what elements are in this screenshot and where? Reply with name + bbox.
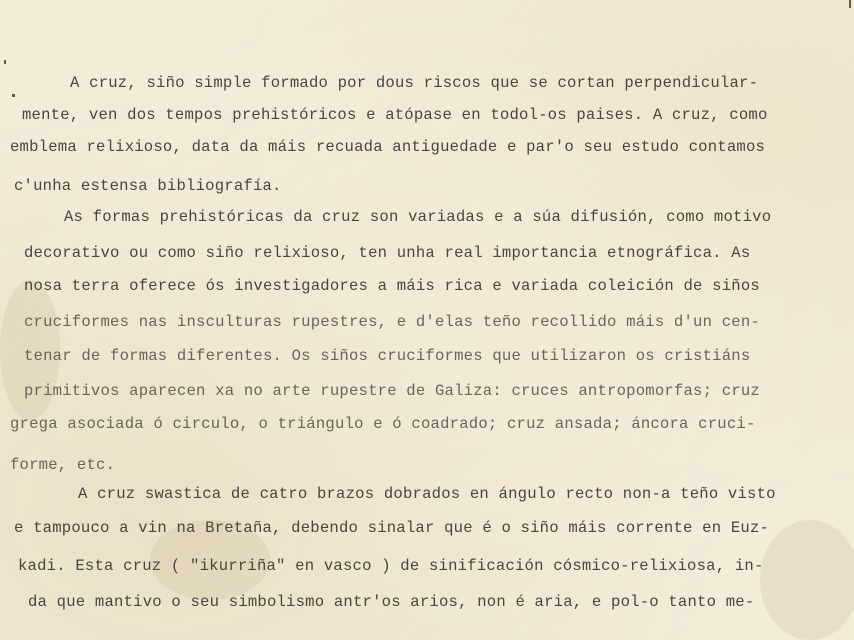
ink-speck: [849, 0, 851, 8]
text-line: A cruz, siño simple formado por dous riscos que se cortan perpendicular-: [70, 74, 759, 92]
ink-speck: [12, 94, 15, 97]
text-line: primitivos aparecen xa no arte rupestre de Galiza: cruces antropomorfas; cruz: [24, 382, 760, 400]
ink-speck: [4, 60, 6, 64]
text-line: e tampouco a vin na Bretaña, debendo sinalar que é o siño máis corrente en Euz-: [14, 519, 770, 537]
text-line: As formas prehistóricas da cruz son variadas e a súa difusión, como motivo: [64, 208, 772, 226]
text-line: da que mantivo o seu simbolismo antr'os arios, non é aria, e pol-o tanto me-: [28, 593, 755, 611]
text-line: mente, ven dos tempos prehistóricos e atópase en todol-os paises. A cruz, como: [22, 106, 768, 124]
paper-stain: [760, 520, 854, 640]
text-line: cruciformes nas insculturas rupestres, e d'elas teño recollido máis d'un cen-: [24, 313, 760, 331]
text-line: forme, etc.: [10, 456, 116, 474]
text-line: kadi. Esta cruz ( "ikurriña" en vasco ) de sinificación cósmico-relixiosa, in-: [18, 557, 764, 575]
text-line: c'unha estensa bibliografía.: [14, 177, 282, 195]
text-line: decorativo ou como siño relixioso, ten unha real importancia etnográfica. As: [24, 244, 751, 262]
text-line: tenar de formas diferentes. Os siños cruciformes que utilizaron os cristiáns: [24, 347, 751, 365]
text-line: nosa terra oferece ós investigadores a máis rica e variada coleición de siños: [24, 277, 760, 295]
text-line: grega asociada ó circulo, o triángulo e ó coadrado; cruz ansada; áncora cruci-: [10, 415, 756, 433]
text-line: emblema relixioso, data da máis recuada antiguedade e par'o seu estudo contamos: [10, 138, 766, 156]
text-line: A cruz swastica de catro brazos dobrados en ángulo recto non-a teño visto: [78, 485, 776, 503]
